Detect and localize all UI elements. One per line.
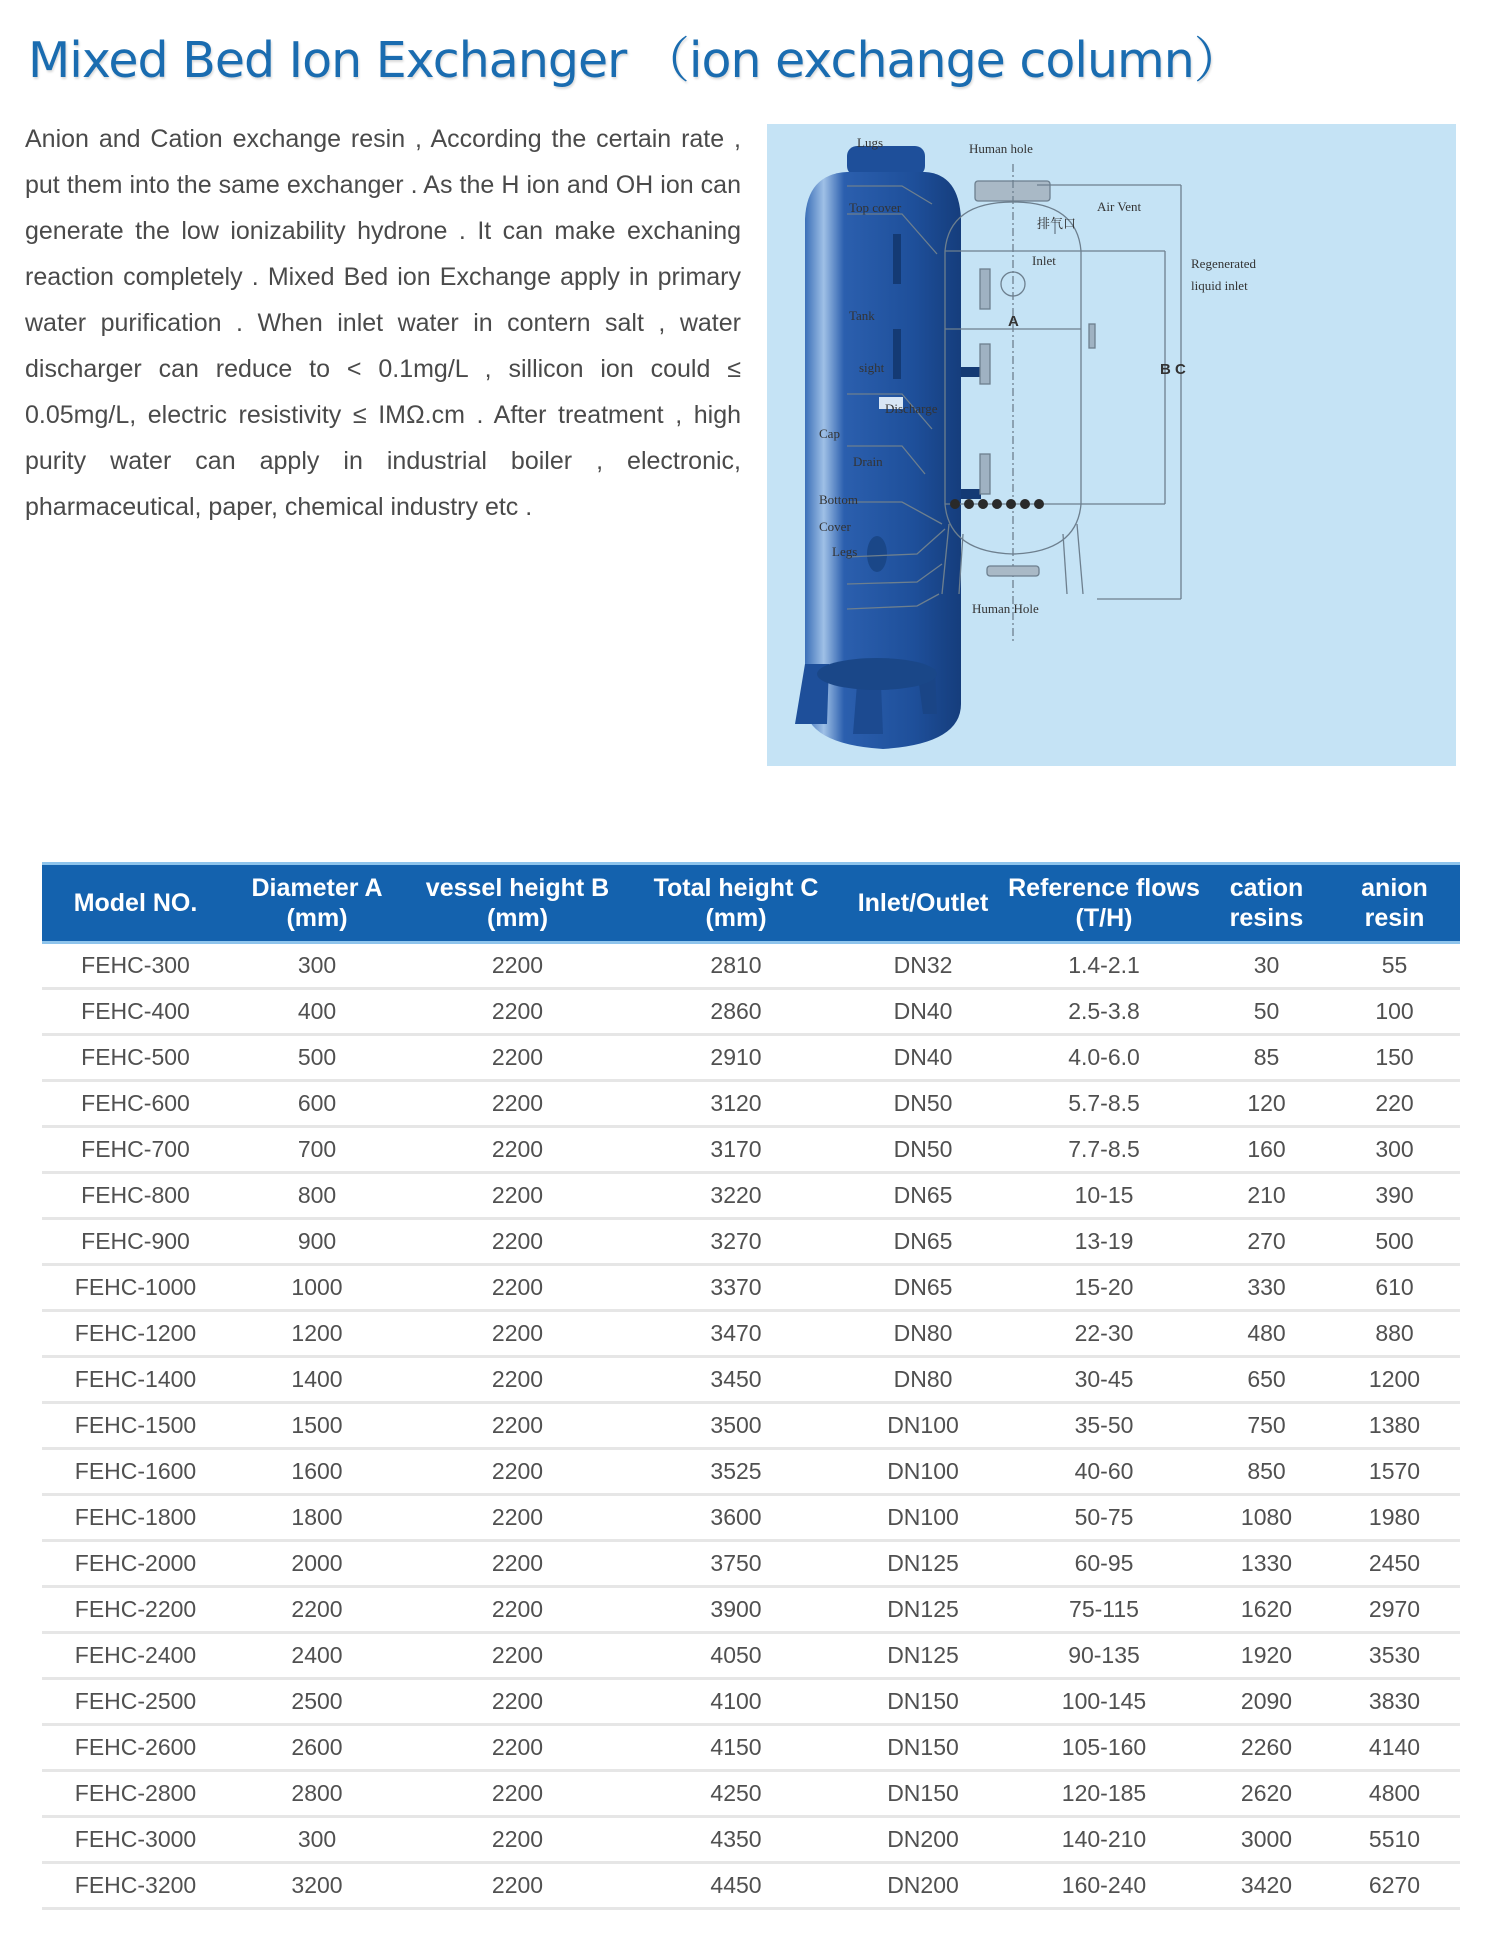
- cell-inlet-outlet: DN65: [842, 1173, 1004, 1219]
- cell-inlet-outlet: DN40: [842, 1035, 1004, 1081]
- page-title: Mixed Bed Ion Exchanger （ion exchange column）: [28, 32, 1242, 89]
- cell-diameter-a: 700: [229, 1127, 405, 1173]
- cell-cation-resins: 2090: [1204, 1679, 1329, 1725]
- table-row: [42, 1679, 1460, 1725]
- cell-cation-resins: 750: [1204, 1403, 1329, 1449]
- cell-reference-flows: 75-115: [1004, 1587, 1204, 1633]
- cell-diameter-a: 500: [229, 1035, 405, 1081]
- cell-cation-resins: 850: [1204, 1449, 1329, 1495]
- cell-total-height-c: 4350: [630, 1817, 842, 1863]
- cell-diameter-a: 1500: [229, 1403, 405, 1449]
- cell-total-height-c: 2810: [630, 943, 842, 989]
- cell-inlet-outlet: DN200: [842, 1817, 1004, 1863]
- cell-anion-resin: 150: [1329, 1035, 1460, 1081]
- cell-diameter-a: 1200: [229, 1311, 405, 1357]
- cell-diameter-a: 2500: [229, 1679, 405, 1725]
- header-cation-resins: cation resins: [1204, 864, 1329, 943]
- cell-cation-resins: 1330: [1204, 1541, 1329, 1587]
- cell-vessel-height-b: 2200: [405, 1771, 630, 1817]
- table-row: [42, 1081, 1460, 1127]
- cell-inlet-outlet: DN125: [842, 1587, 1004, 1633]
- cell-cation-resins: 3000: [1204, 1817, 1329, 1863]
- cell-diameter-a: 400: [229, 989, 405, 1035]
- label-sight: sight: [859, 360, 885, 375]
- cell-reference-flows: 50-75: [1004, 1495, 1204, 1541]
- cell-inlet-outlet: DN65: [842, 1219, 1004, 1265]
- intro-paragraph: Anion and Cation exchange resin , According the certain rate , put them into the same exchanger . As the H ion and OH ion can generate the low ionizability hydrone . It can make exchaning reaction completely . Mixed Bed ion Exchange apply in primary water purification . When inlet water in contern salt , water discharger can reduce to < 0.1mg/L , sillicon ion could ≤ 0.05mg/L, electric resistivity ≤ IMΩ.cm . After treatment , high purity water can apply in industrial boiler , electronic, pharmaceutical, paper, chemical industry etc .: [25, 125, 741, 521]
- label-human-hole-top: Human hole: [969, 141, 1033, 156]
- header-anion-resin: anion resin: [1329, 864, 1460, 943]
- cell-vessel-height-b: 2200: [405, 1357, 630, 1403]
- table-row: [42, 1035, 1460, 1081]
- cell-total-height-c: 2860: [630, 989, 842, 1035]
- cell-inlet-outlet: DN80: [842, 1311, 1004, 1357]
- label-bottom: Bottom: [819, 492, 859, 507]
- label-regenerated: Regenerated: [1191, 256, 1256, 271]
- cell-reference-flows: 140-210: [1004, 1817, 1204, 1863]
- table-body: [42, 943, 1460, 1909]
- cell-inlet-outlet: DN40: [842, 989, 1004, 1035]
- table-row: [42, 1817, 1460, 1863]
- cell-anion-resin: 4140: [1329, 1725, 1460, 1771]
- cell-diameter-a: 2000: [229, 1541, 405, 1587]
- cell-model: FEHC-2400: [42, 1633, 229, 1679]
- label-air-vent-cn: 排气口: [1037, 216, 1077, 231]
- cell-anion-resin: 55: [1329, 943, 1460, 989]
- cell-model: FEHC-1400: [42, 1357, 229, 1403]
- table-row: [42, 1219, 1460, 1265]
- cell-total-height-c: 4100: [630, 1679, 842, 1725]
- label-liquid-inlet: liquid inlet: [1191, 278, 1248, 293]
- cell-anion-resin: 610: [1329, 1265, 1460, 1311]
- cell-total-height-c: 3600: [630, 1495, 842, 1541]
- cell-reference-flows: 160-240: [1004, 1863, 1204, 1909]
- cell-model: FEHC-800: [42, 1173, 229, 1219]
- cell-vessel-height-b: 2200: [405, 1403, 630, 1449]
- cell-vessel-height-b: 2200: [405, 989, 630, 1035]
- cell-anion-resin: 100: [1329, 989, 1460, 1035]
- cell-cation-resins: 3420: [1204, 1863, 1329, 1909]
- cell-model: FEHC-1000: [42, 1265, 229, 1311]
- cell-cation-resins: 2620: [1204, 1771, 1329, 1817]
- cell-inlet-outlet: DN65: [842, 1265, 1004, 1311]
- cell-inlet-outlet: DN100: [842, 1449, 1004, 1495]
- cell-reference-flows: 90-135: [1004, 1633, 1204, 1679]
- cell-model: FEHC-300: [42, 943, 229, 989]
- cell-anion-resin: 500: [1329, 1219, 1460, 1265]
- cell-total-height-c: 3900: [630, 1587, 842, 1633]
- distributor-caps: [950, 499, 1044, 509]
- cell-diameter-a: 2600: [229, 1725, 405, 1771]
- cell-diameter-a: 3200: [229, 1863, 405, 1909]
- cell-vessel-height-b: 2200: [405, 1679, 630, 1725]
- table-row: [42, 1541, 1460, 1587]
- table-row: [42, 943, 1460, 989]
- cell-cation-resins: 650: [1204, 1357, 1329, 1403]
- cell-vessel-height-b: 2200: [405, 1081, 630, 1127]
- cell-model: FEHC-2200: [42, 1587, 229, 1633]
- cell-reference-flows: 15-20: [1004, 1265, 1204, 1311]
- label-cover: Cover: [819, 519, 851, 534]
- cell-reference-flows: 105-160: [1004, 1725, 1204, 1771]
- header-diameter: Diameter A (mm): [229, 864, 405, 943]
- cell-total-height-c: 3270: [630, 1219, 842, 1265]
- header-vessel-height: vessel height B (mm): [405, 864, 630, 943]
- cell-reference-flows: 100-145: [1004, 1679, 1204, 1725]
- cell-total-height-c: 3500: [630, 1403, 842, 1449]
- cell-total-height-c: 3170: [630, 1127, 842, 1173]
- cell-anion-resin: 5510: [1329, 1817, 1460, 1863]
- cell-reference-flows: 2.5-3.8: [1004, 989, 1204, 1035]
- cell-vessel-height-b: 2200: [405, 1127, 630, 1173]
- label-discharge: Discharge: [885, 401, 938, 416]
- cell-cation-resins: 1080: [1204, 1495, 1329, 1541]
- product-figure: [767, 124, 1456, 766]
- cell-cation-resins: 30: [1204, 943, 1329, 989]
- cell-model: FEHC-2000: [42, 1541, 229, 1587]
- cell-vessel-height-b: 2200: [405, 1633, 630, 1679]
- cell-anion-resin: 4800: [1329, 1771, 1460, 1817]
- cell-total-height-c: 4050: [630, 1633, 842, 1679]
- cell-reference-flows: 7.7-8.5: [1004, 1127, 1204, 1173]
- cell-total-height-c: 3470: [630, 1311, 842, 1357]
- cell-reference-flows: 4.0-6.0: [1004, 1035, 1204, 1081]
- cell-model: FEHC-3000: [42, 1817, 229, 1863]
- cell-model: FEHC-1800: [42, 1495, 229, 1541]
- label-top-cover: Top cover: [849, 200, 902, 215]
- cell-anion-resin: 6270: [1329, 1863, 1460, 1909]
- cell-inlet-outlet: DN150: [842, 1725, 1004, 1771]
- cell-cation-resins: 1620: [1204, 1587, 1329, 1633]
- cell-inlet-outlet: DN150: [842, 1679, 1004, 1725]
- cell-vessel-height-b: 2200: [405, 1449, 630, 1495]
- cell-cation-resins: 2260: [1204, 1725, 1329, 1771]
- cell-reference-flows: 35-50: [1004, 1403, 1204, 1449]
- cell-anion-resin: 2970: [1329, 1587, 1460, 1633]
- cell-total-height-c: 4450: [630, 1863, 842, 1909]
- cell-inlet-outlet: DN80: [842, 1357, 1004, 1403]
- cell-anion-resin: 1980: [1329, 1495, 1460, 1541]
- cell-total-height-c: 3370: [630, 1265, 842, 1311]
- table-row: [42, 989, 1460, 1035]
- cell-reference-flows: 10-15: [1004, 1173, 1204, 1219]
- cell-reference-flows: 13-19: [1004, 1219, 1204, 1265]
- vessel-photo: [795, 146, 981, 749]
- cell-anion-resin: 390: [1329, 1173, 1460, 1219]
- cell-total-height-c: 3525: [630, 1449, 842, 1495]
- table-header-row: [42, 864, 1460, 943]
- label-dim-a: A: [1008, 313, 1019, 330]
- cell-model: FEHC-600: [42, 1081, 229, 1127]
- cell-vessel-height-b: 2200: [405, 943, 630, 989]
- cell-cation-resins: 50: [1204, 989, 1329, 1035]
- cell-reference-flows: 22-30: [1004, 1311, 1204, 1357]
- cell-reference-flows: 1.4-2.1: [1004, 943, 1204, 989]
- cell-model: FEHC-1200: [42, 1311, 229, 1357]
- cell-cation-resins: 120: [1204, 1081, 1329, 1127]
- cell-anion-resin: 220: [1329, 1081, 1460, 1127]
- cell-vessel-height-b: 2200: [405, 1541, 630, 1587]
- table-row: [42, 1449, 1460, 1495]
- cell-cation-resins: 270: [1204, 1219, 1329, 1265]
- cell-inlet-outlet: DN125: [842, 1633, 1004, 1679]
- label-human-hole-bottom: Human Hole: [972, 601, 1039, 616]
- header-inlet-outlet: Inlet/Outlet: [842, 864, 1004, 943]
- cell-model: FEHC-1500: [42, 1403, 229, 1449]
- cell-diameter-a: 2800: [229, 1771, 405, 1817]
- header-total-height: Total height C (mm): [630, 864, 842, 943]
- cell-cation-resins: 85: [1204, 1035, 1329, 1081]
- cell-diameter-a: 600: [229, 1081, 405, 1127]
- cell-vessel-height-b: 2200: [405, 1311, 630, 1357]
- cell-vessel-height-b: 2200: [405, 1863, 630, 1909]
- cell-diameter-a: 1000: [229, 1265, 405, 1311]
- cell-diameter-a: 800: [229, 1173, 405, 1219]
- cell-model: FEHC-700: [42, 1127, 229, 1173]
- cell-anion-resin: 1380: [1329, 1403, 1460, 1449]
- table-row: [42, 1771, 1460, 1817]
- header-reference-flows: Reference flows (T/H): [1004, 864, 1204, 943]
- cell-anion-resin: 880: [1329, 1311, 1460, 1357]
- cell-diameter-a: 1800: [229, 1495, 405, 1541]
- table-row: [42, 1265, 1460, 1311]
- cell-anion-resin: 3530: [1329, 1633, 1460, 1679]
- cell-total-height-c: 4250: [630, 1771, 842, 1817]
- cell-inlet-outlet: DN100: [842, 1495, 1004, 1541]
- cell-inlet-outlet: DN50: [842, 1127, 1004, 1173]
- vessel-illustration: [767, 124, 1456, 766]
- cell-diameter-a: 1600: [229, 1449, 405, 1495]
- cell-diameter-a: 300: [229, 943, 405, 989]
- header-model: Model NO.: [42, 864, 229, 943]
- table-row: [42, 1495, 1460, 1541]
- cell-model: FEHC-900: [42, 1219, 229, 1265]
- cell-reference-flows: 5.7-8.5: [1004, 1081, 1204, 1127]
- cell-vessel-height-b: 2200: [405, 1035, 630, 1081]
- cell-vessel-height-b: 2200: [405, 1495, 630, 1541]
- cell-model: FEHC-400: [42, 989, 229, 1035]
- cell-total-height-c: 4150: [630, 1725, 842, 1771]
- label-drain: Drain: [853, 454, 883, 469]
- cell-total-height-c: 3750: [630, 1541, 842, 1587]
- table-row: [42, 1173, 1460, 1219]
- cell-cation-resins: 330: [1204, 1265, 1329, 1311]
- cell-model: FEHC-1600: [42, 1449, 229, 1495]
- cell-diameter-a: 900: [229, 1219, 405, 1265]
- cell-anion-resin: 300: [1329, 1127, 1460, 1173]
- cell-inlet-outlet: DN150: [842, 1771, 1004, 1817]
- cell-cation-resins: 210: [1204, 1173, 1329, 1219]
- table-row: [42, 1357, 1460, 1403]
- cell-diameter-a: 1400: [229, 1357, 405, 1403]
- cell-diameter-a: 2200: [229, 1587, 405, 1633]
- cell-total-height-c: 2910: [630, 1035, 842, 1081]
- cell-total-height-c: 3450: [630, 1357, 842, 1403]
- table-row: [42, 1863, 1460, 1909]
- cell-reference-flows: 40-60: [1004, 1449, 1204, 1495]
- label-air-vent: Air Vent: [1097, 199, 1142, 214]
- label-legs: Legs: [832, 544, 858, 559]
- spec-table: [42, 862, 1460, 1910]
- cell-inlet-outlet: DN32: [842, 943, 1004, 989]
- cell-diameter-a: 2400: [229, 1633, 405, 1679]
- cell-vessel-height-b: 2200: [405, 1587, 630, 1633]
- cell-reference-flows: 60-95: [1004, 1541, 1204, 1587]
- table-row: [42, 1127, 1460, 1173]
- table-row: [42, 1311, 1460, 1357]
- cell-cation-resins: 480: [1204, 1311, 1329, 1357]
- table-row: [42, 1633, 1460, 1679]
- cell-vessel-height-b: 2200: [405, 1817, 630, 1863]
- cell-anion-resin: 3830: [1329, 1679, 1460, 1725]
- cell-anion-resin: 2450: [1329, 1541, 1460, 1587]
- cell-model: FEHC-3200: [42, 1863, 229, 1909]
- table-row: [42, 1587, 1460, 1633]
- cell-model: FEHC-2500: [42, 1679, 229, 1725]
- cell-vessel-height-b: 2200: [405, 1725, 630, 1771]
- cell-vessel-height-b: 2200: [405, 1265, 630, 1311]
- cell-inlet-outlet: DN125: [842, 1541, 1004, 1587]
- cell-cation-resins: 1920: [1204, 1633, 1329, 1679]
- cell-vessel-height-b: 2200: [405, 1173, 630, 1219]
- cell-anion-resin: 1200: [1329, 1357, 1460, 1403]
- table-row: [42, 1725, 1460, 1771]
- label-lugs: Lugs: [857, 135, 883, 150]
- cell-reference-flows: 120-185: [1004, 1771, 1204, 1817]
- cell-inlet-outlet: DN50: [842, 1081, 1004, 1127]
- cell-model: FEHC-500: [42, 1035, 229, 1081]
- cell-inlet-outlet: DN100: [842, 1403, 1004, 1449]
- cell-anion-resin: 1570: [1329, 1449, 1460, 1495]
- cell-total-height-c: 3120: [630, 1081, 842, 1127]
- cell-total-height-c: 3220: [630, 1173, 842, 1219]
- cell-reference-flows: 30-45: [1004, 1357, 1204, 1403]
- cell-cation-resins: 160: [1204, 1127, 1329, 1173]
- cell-model: FEHC-2800: [42, 1771, 229, 1817]
- cell-vessel-height-b: 2200: [405, 1219, 630, 1265]
- label-inlet: Inlet: [1032, 253, 1056, 268]
- label-cap: Cap: [819, 426, 840, 441]
- cell-diameter-a: 300: [229, 1817, 405, 1863]
- cell-model: FEHC-2600: [42, 1725, 229, 1771]
- label-tank: Tank: [849, 308, 875, 323]
- table-row: [42, 1403, 1460, 1449]
- cell-inlet-outlet: DN200: [842, 1863, 1004, 1909]
- label-dim-bc: B C: [1160, 361, 1186, 378]
